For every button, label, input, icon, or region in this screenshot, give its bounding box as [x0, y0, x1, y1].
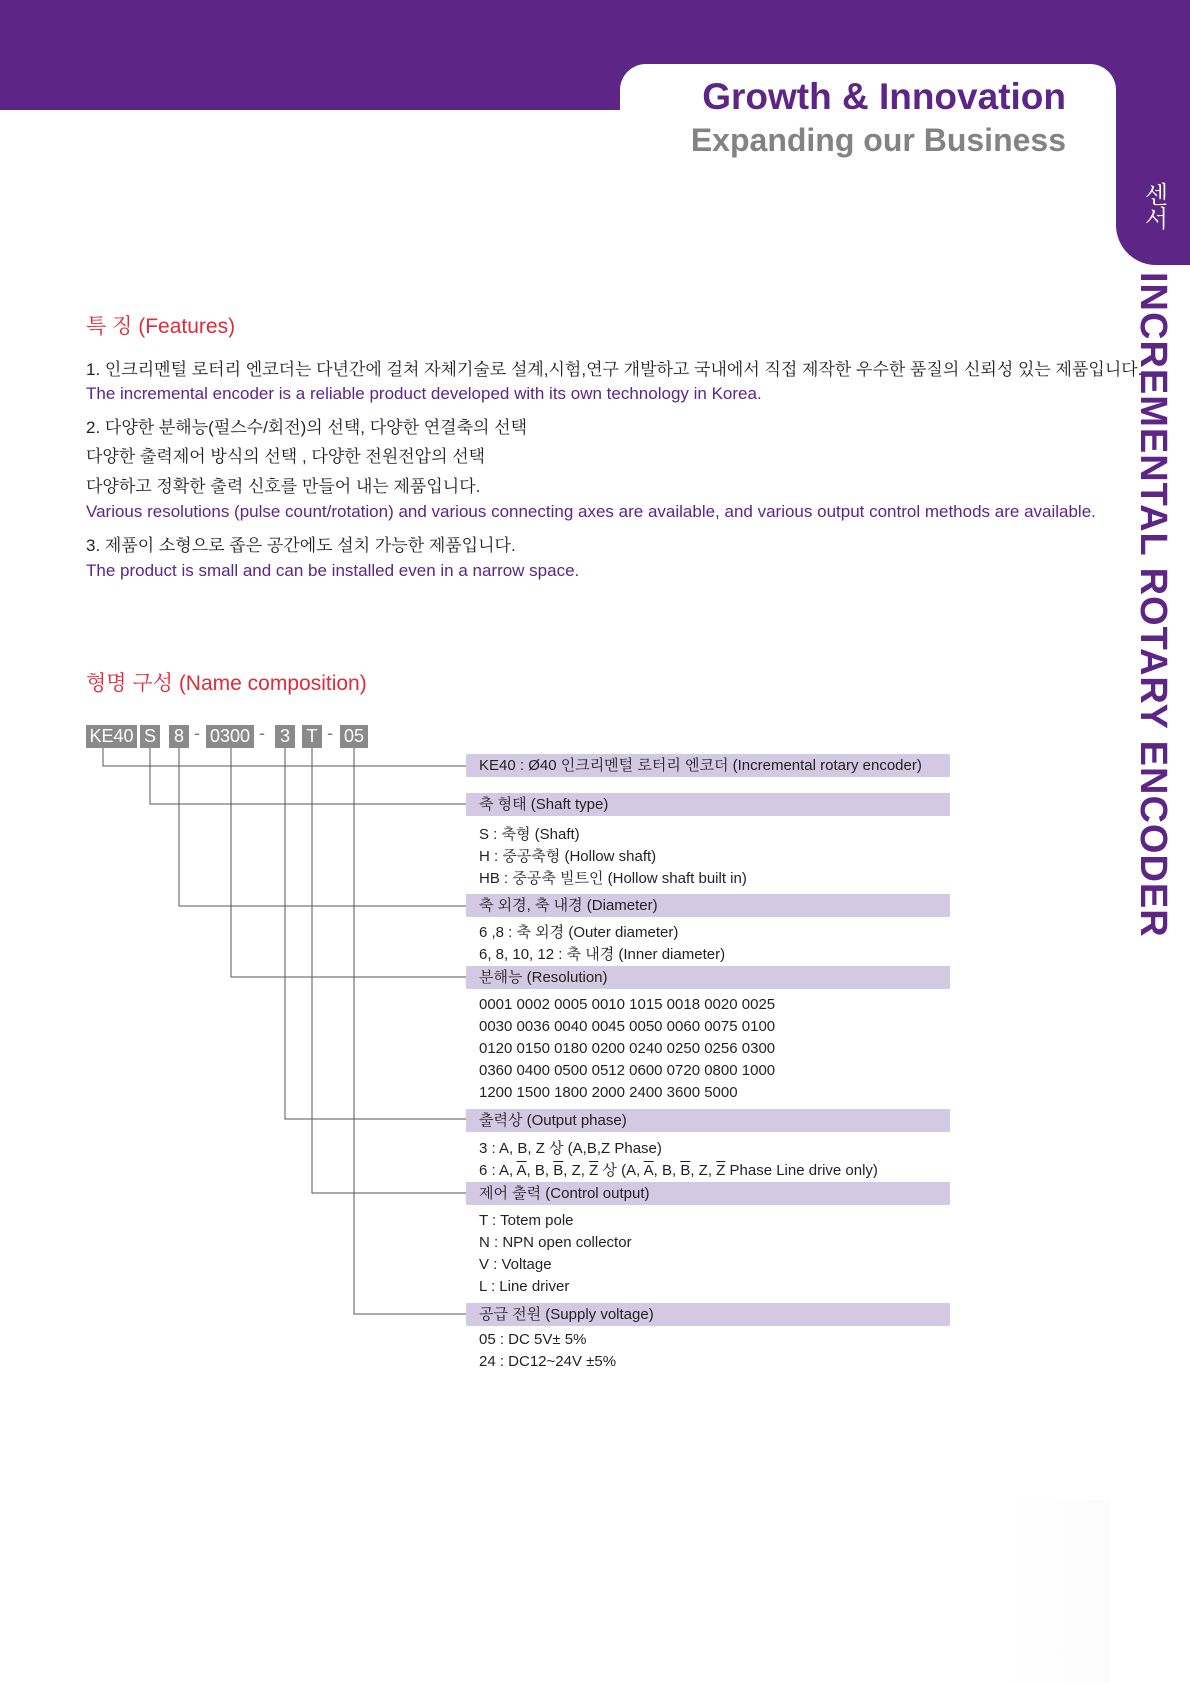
category-shaft-type: 축 형태 (Shaft type) [466, 793, 950, 816]
name-composition-heading: 형명 구성 (Name composition) [86, 672, 367, 695]
option-line: H : 중공축형 (Hollow shaft) [479, 848, 657, 865]
feature-line: 3. 제품이 소형으로 좁은 공간에도 설치 가능한 제품입니다. [86, 536, 516, 555]
option-line: 0030 0036 0040 0045 0050 0060 0075 0100 [479, 1018, 776, 1035]
option-line: 0001 0002 0005 0010 1015 0018 0020 0025 [479, 996, 776, 1013]
code-part-diameter: 8 [169, 725, 189, 748]
option-line: V : Voltage [479, 1256, 552, 1273]
header-subtitle: Expanding our Business [690, 122, 1066, 158]
category-model: KE40 : Ø40 인크리멘털 로터리 엔코더 (Incremental rotary encoder) [466, 754, 950, 777]
header-title: Growth & Innovation [702, 76, 1066, 117]
option-line: 6, 8, 10, 12 : 축 내경 (Inner diameter) [479, 946, 726, 963]
connector-diameter [179, 748, 466, 906]
code-dash: - [327, 723, 333, 743]
side-tab-label: 센서 [1140, 182, 1167, 230]
side-title: INCREMENTAL ROTARY ENCODER [1132, 272, 1174, 938]
feature-line: 2. 다양한 분해능(펄스수/회전)의 선택, 다양한 연결축의 선택 [86, 418, 527, 437]
code-part-phase: 3 [275, 725, 295, 748]
connector-voltage [354, 748, 466, 1314]
corner-shade [1000, 1500, 1110, 1683]
code-part-shaft: S [140, 725, 160, 748]
category-diameter: 축 외경, 축 내경 (Diameter) [466, 894, 950, 917]
option-line: 05 : DC 5V± 5% [479, 1331, 587, 1348]
option-line: 0360 0400 0500 0512 0600 0720 0800 1000 [479, 1062, 776, 1079]
code-part-voltage: 05 [340, 725, 368, 748]
option-line: 1200 1500 1800 2000 2400 3600 5000 [479, 1084, 738, 1101]
category-resolution: 분해능 (Resolution) [466, 966, 950, 989]
option-line-phase-6: 6 : A, $\overline{A}$, B, $\overline{B}$, Z, $\overline{Z}$ 상 (A, $\overline{A}$, B, $\overline{B}$, Z, $\overline{Z}$ Phase Line drive only) [479, 1162, 878, 1179]
code-part-resolution: 0300 [206, 725, 254, 748]
option-line: 3 : A, B, Z 상 (A,B,Z Phase) [479, 1140, 662, 1157]
code-dash: - [194, 723, 200, 743]
code-part-output: T [302, 725, 322, 748]
option-line: HB : 중공축 빌트인 (Hollow shaft built in) [479, 870, 747, 887]
feature-line: 다양하고 정확한 출력 신호를 만들어 내는 제품입니다. [86, 477, 481, 496]
feature-line: Various resolutions (pulse count/rotation) and various connecting axes are available, and various output control methods are available. [86, 502, 1096, 521]
feature-line: 1. 인크리멘털 로터리 엔코더는 다년간에 걸쳐 자체기술로 설계,시험,연구 개발하고 국내에서 직접 제작한 우수한 품질의 신뢰성 있는 제품입니다. [86, 360, 1143, 379]
category-output-phase: 출력상 (Output phase) [466, 1109, 950, 1132]
connector-resolution [231, 748, 466, 977]
code-part-model: KE40 [86, 725, 137, 748]
category-control-output: 제어 출력 (Control output) [466, 1182, 950, 1205]
option-line: 24 : DC12~24V ±5% [479, 1353, 617, 1370]
category-supply-voltage: 공급 전원 (Supply voltage) [466, 1303, 950, 1326]
code-dash: - [259, 723, 265, 743]
option-line: S : 축형 (Shaft) [479, 826, 580, 843]
feature-line: The product is small and can be installed even in a narrow space. [86, 561, 580, 580]
option-line: L : Line driver [479, 1278, 570, 1295]
connector-output [312, 748, 466, 1193]
feature-line: The incremental encoder is a reliable product developed with its own technology in Korea. [86, 384, 762, 403]
connector-shaft [150, 748, 466, 804]
option-line: T : Totem pole [479, 1212, 574, 1229]
feature-line: 다양한 출력제어 방식의 선택 , 다양한 전원전압의 선택 [86, 447, 486, 466]
option-line: 6 ,8 : 축 외경 (Outer diameter) [479, 924, 679, 941]
option-line: 0120 0150 0180 0200 0240 0250 0256 0300 [479, 1040, 776, 1057]
features-heading: 특 징 (Features) [86, 315, 236, 338]
option-line: N : NPN open collector [479, 1234, 632, 1251]
